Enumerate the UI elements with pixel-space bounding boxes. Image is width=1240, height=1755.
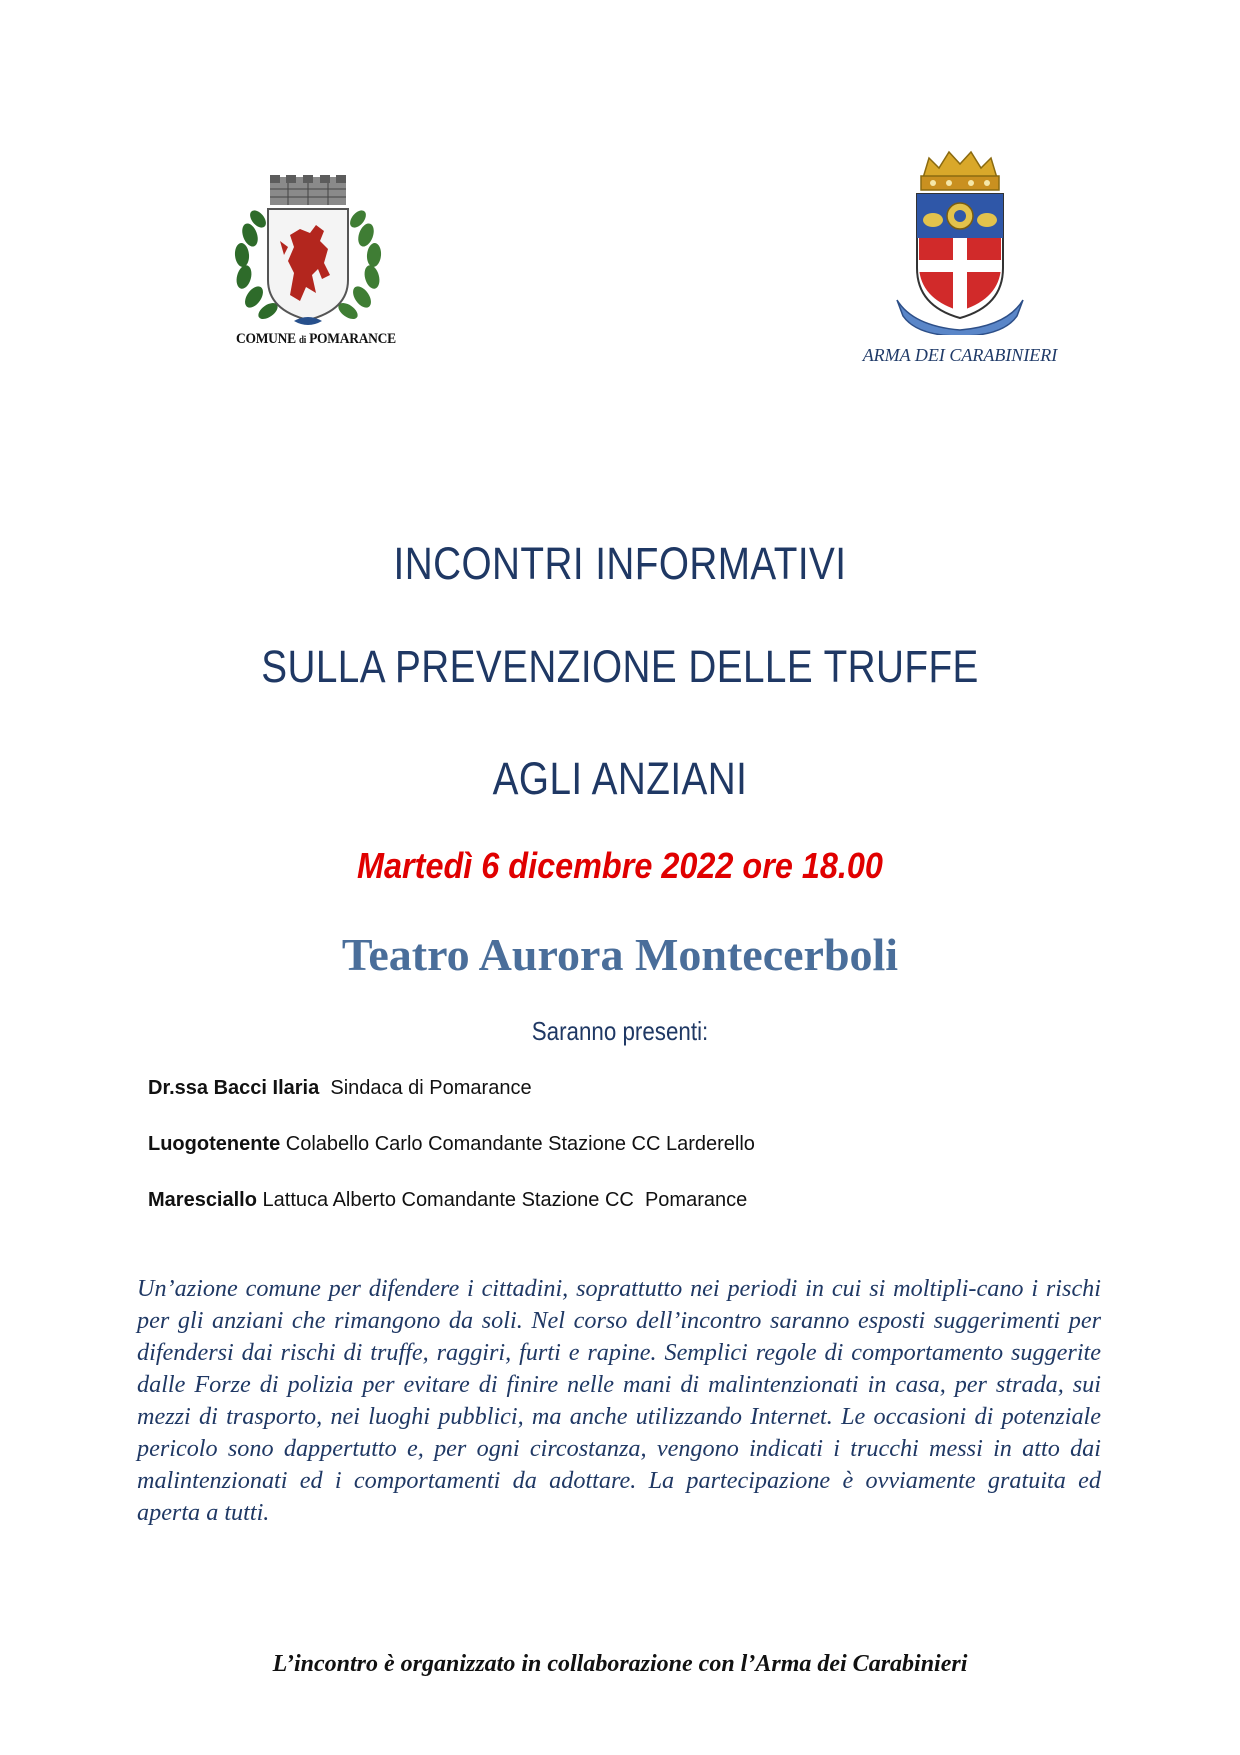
- carabinieri-coat-of-arms-icon: [893, 150, 1027, 335]
- pomarance-coat-of-arms-icon: [228, 175, 388, 330]
- carabinieri-logo: [860, 150, 1060, 375]
- comune-pomarance-logo: [228, 175, 396, 355]
- comune-pomarance-caption: COMUNE di POMARANCE: [236, 331, 396, 347]
- attendee-details: Lattuca Alberto Comandante Stazione CC Pomarance: [256, 1189, 748, 1211]
- attendee-1: [148, 1077, 532, 1100]
- attendee-role: Maresciallo: [148, 1189, 257, 1211]
- title-line-3: AGLI ANZIANI: [492, 753, 748, 804]
- attendee-role: Luogotenente: [148, 1133, 281, 1155]
- attendee-3: [148, 1189, 747, 1212]
- footer-note: L’incontro è organizzato in collaborazione con l’Arma dei Carabinieri: [272, 1651, 968, 1677]
- event-venue: Teatro Aurora Montecerboli: [341, 929, 899, 980]
- description-paragraph: Un’azione comune per difendere i cittadini, soprattutto nei periodi in cui si moltipli-cano i rischi per gli anziani che rimangono da soli. Nel corso dell’incontro saranno esposti suggerimenti per difendersi dai rischi di truffe, raggiri, furti e rapine. Semplici regole di comportamento suggerite dalle Forze di polizia per evitare di finire nelle mani di malintenzionati in casa, per strada, sui mezzi di trasporto, nei luoghi pubblici, ma anche utilizzando Internet. Le occasioni di potenziale pericolo sono dappertutto e, per ogni circostanza, vengono indicati i trucchi messi in atto dai malintenzionati ed i comportamenti da adottare. La partecipazione è ovviamente gratuita ed aperta a tutti.: [137, 1275, 1101, 1526]
- title-line-1: INCONTRI INFORMATIVI: [393, 538, 847, 589]
- carabinieri-caption: ARMA DEI CARABINIERI: [862, 345, 1058, 365]
- title-line-2: SULLA PREVENZIONE DELLE TRUFFE: [261, 641, 979, 692]
- attendee-role: Dr.ssa Bacci Ilaria: [148, 1077, 320, 1099]
- attendee-2: [148, 1133, 755, 1156]
- event-date: Martedì 6 dicembre 2022 ore 18.00: [357, 845, 883, 886]
- attendee-details: Sindaca di Pomarance: [319, 1077, 532, 1099]
- present-heading: Saranno presenti:: [531, 1016, 709, 1046]
- attendee-details: Colabello Carlo Comandante Stazione CC Larderello: [280, 1133, 755, 1155]
